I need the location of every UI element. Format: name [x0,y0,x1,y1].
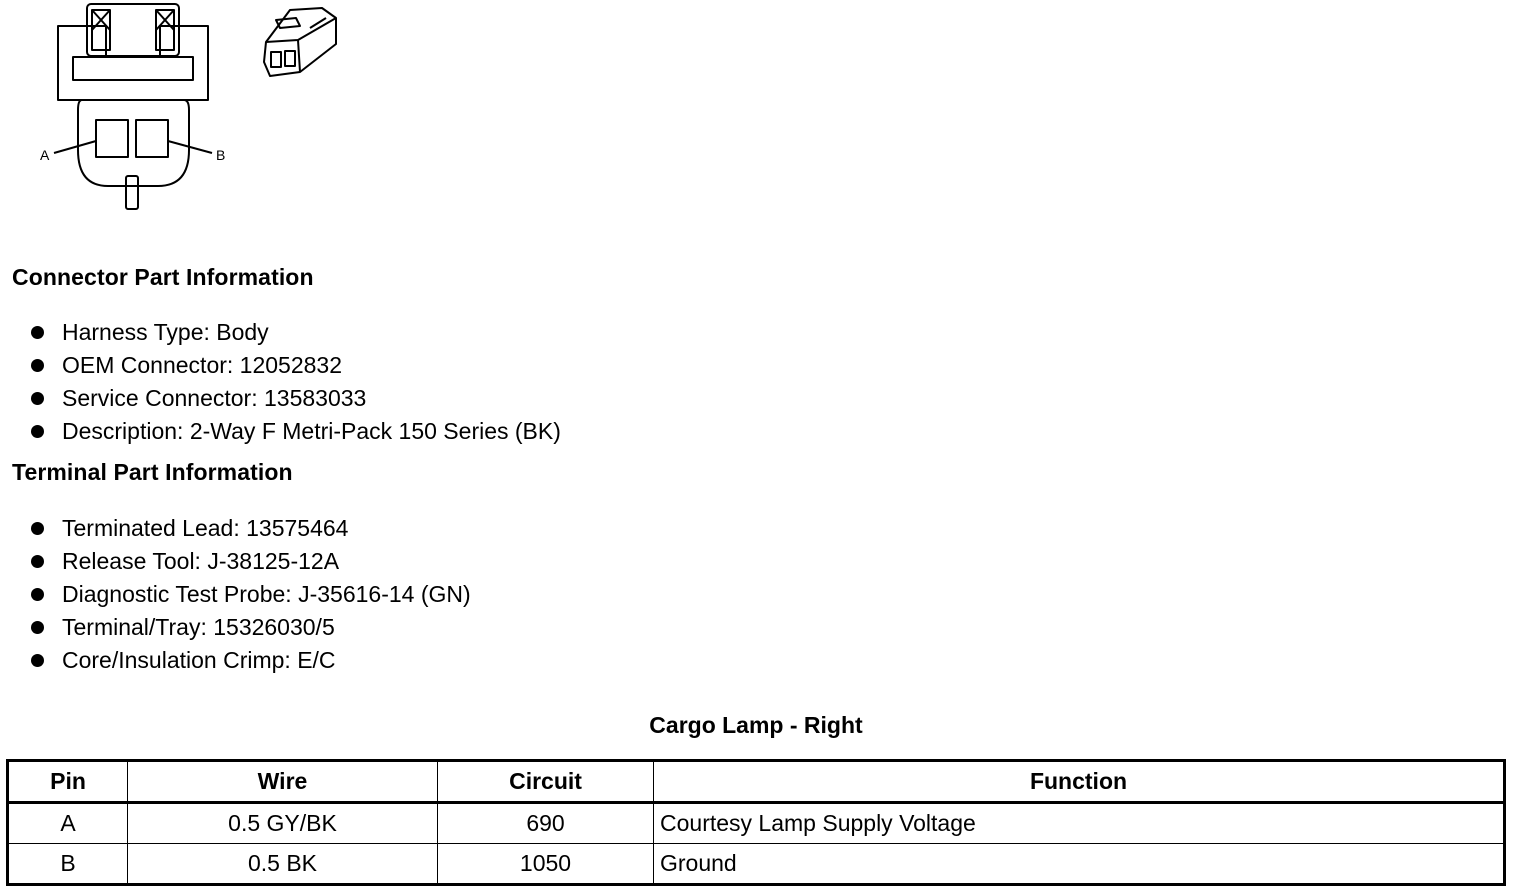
cell-circuit: 1050 [438,844,654,885]
pin-table [6,759,1506,886]
list-item: OEM Connector: 12052832 [0,349,561,382]
header-function: Function [654,761,1505,803]
cell-wire: 0.5 BK [128,844,438,885]
connector-iso-view [264,8,336,76]
connector-info-list [0,316,561,448]
table-row [8,803,1505,844]
connector-face-view [54,4,212,209]
list-item: Harness Type: Body [0,316,561,349]
cell-circuit: 690 [438,803,654,844]
header-pin: Pin [8,761,128,803]
terminal-info-heading: Terminal Part Information [12,459,293,485]
cell-pin: A [8,803,128,844]
table-row [8,844,1505,885]
list-item: Description: 2-Way F Metri-Pack 150 Series (BK) [0,415,561,448]
list-item: Service Connector: 13583033 [0,382,561,415]
connector-info-heading: Connector Part Information [12,264,314,290]
list-item: Release Tool: J-38125-12A [0,545,471,578]
list-item: Core/Insulation Crimp: E/C [0,644,471,677]
list-item: Terminated Lead: 13575464 [0,512,471,545]
connector-drawing [30,0,360,220]
header-circuit: Circuit [438,761,654,803]
table-header-row [8,761,1505,803]
cell-function: Ground [654,844,1505,885]
list-item: Diagnostic Test Probe: J-35616-14 (GN) [0,578,471,611]
table-title: Cargo Lamp - Right [649,712,863,738]
pin-a-label: A [40,147,50,163]
cell-pin: B [8,844,128,885]
list-item: Terminal/Tray: 15326030/5 [0,611,471,644]
terminal-info-list [0,512,471,677]
header-wire: Wire [128,761,438,803]
cell-function: Courtesy Lamp Supply Voltage [654,803,1505,844]
cell-wire: 0.5 GY/BK [128,803,438,844]
pin-b-label: B [216,147,226,163]
